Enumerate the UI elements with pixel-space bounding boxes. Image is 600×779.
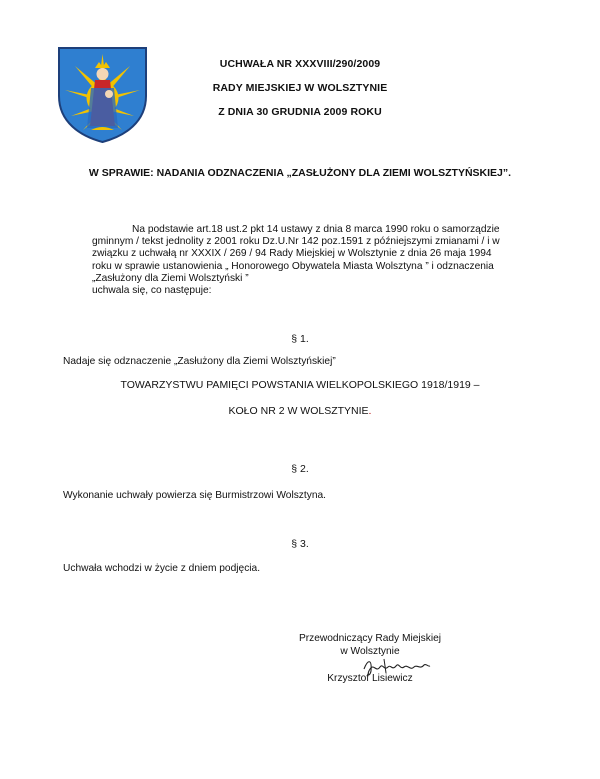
section-1-mark: § 1. (291, 333, 309, 345)
preamble-line: „Zasłużony dla Ziemi Wolsztyński ” (92, 272, 249, 284)
section-2-text: Wykonanie uchwały powierza się Burmistrzowi Wolsztyna. (63, 490, 326, 501)
section-3-mark: § 3. (291, 538, 309, 550)
handwritten-signature-icon (362, 655, 432, 679)
recipient-period: . (368, 405, 372, 417)
signatory-title-place: w Wolsztynie (340, 646, 400, 657)
resolution-date: Z DNIA 30 GRUDNIA 2009 ROKU (218, 106, 382, 118)
preamble-line: związku z uchwałą nr XXXIX / 269 / 94 Rady Miejskiej w Wolsztynie z dnia 26 maja 1994 (92, 248, 492, 260)
recipient-name: KOŁO NR 2 W WOLSZTYNIE (228, 405, 369, 417)
subject-heading: W SPRAWIE: NADANIA ODZNACZENIA „ZASŁUŻONY DLA ZIEMI WOLSZTYŃSKIEJ”. (88, 167, 512, 179)
section-1-text: Nadaje się odznaczenie „Zasłużony dla Ziemi Wolsztyńskiej” (63, 356, 336, 367)
section-3-text: Uchwała wchodzi w życie z dniem podjęcia. (63, 563, 261, 574)
recipient-line-2 (0, 405, 600, 417)
preamble (92, 224, 542, 297)
preamble-line: roku w sprawie ustanowienia „ Honorowego Obywatela Miasta Wolsztyna ” i odznaczenia (92, 260, 494, 272)
section-2-mark: § 2. (291, 463, 309, 475)
signatory-name: Krzysztof Lisiewicz (327, 673, 413, 684)
preamble-line: Na podstawie art.18 ust.2 pkt 14 ustawy z dnia 8 marca 1990 roku o samorządzie (132, 224, 500, 235)
coat-of-arms-icon (55, 44, 150, 144)
preamble-line: gminnym / tekst jednolity z 2001 roku Dz.U.Nr 142 poz.1591 z późniejszymi zmianami / i w (92, 236, 500, 248)
resolution-number: UCHWAŁA NR XXXVIII/290/2009 (219, 58, 381, 70)
recipient-line-1: TOWARZYSTWU PAMIĘCI POWSTANIA WIELKOPOLSKIEGO 1918/1919 – (120, 379, 480, 391)
council-name: RADY MIEJSKIEJ W WOLSZTYNIE (212, 82, 388, 94)
signatory-title: Przewodniczący Rady Miejskiej (298, 633, 442, 644)
preamble-line: uchwala się, co następuje: (92, 285, 212, 297)
